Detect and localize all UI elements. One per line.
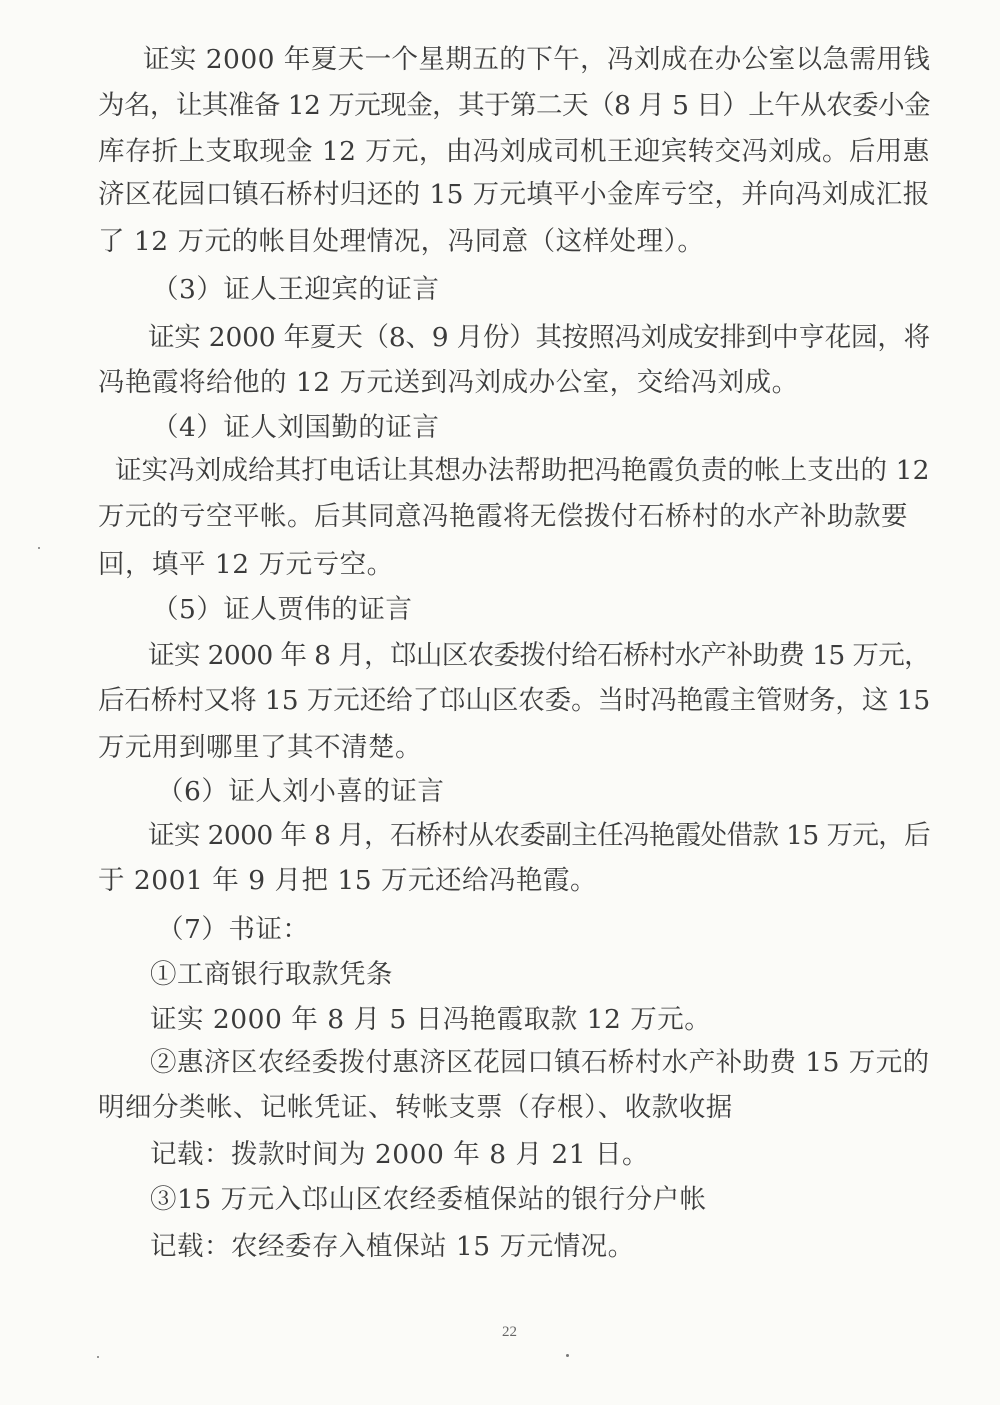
text-line: ③15 万元入邙山区农经委植保站的银行分户帐 xyxy=(150,1184,707,1215)
text-line: 证实 2000 年夏天（8、9 月份）其按照冯刘成安排到中亨花园，将 xyxy=(148,322,930,353)
text-line: 证实 2000 年 8 月 5 日冯艳霞取款 12 万元。 xyxy=(150,1004,712,1035)
text-line: ①工商银行取款凭条 xyxy=(150,959,393,990)
text-line: 记载：农经委存入植保站 15 万元情况。 xyxy=(150,1231,635,1262)
section-heading: （3）证人王迎宾的证言 xyxy=(152,274,440,305)
text-line: 为名，让其准备 12 万元现金，其于第二天（8 月 5 日）上午从农委小金 xyxy=(98,90,931,121)
section-heading: （4）证人刘国勤的证言 xyxy=(152,412,440,443)
text-line: 证实 2000 年 8 月，邙山区农委拨付给石桥村水产补助费 15 万元， xyxy=(148,640,931,671)
text-line: 明细分类帐、记帐凭证、转帐支票（存根）、收款收据 xyxy=(98,1092,733,1123)
text-line: 了 12 万元的帐目处理情况，冯同意（这样处理）。 xyxy=(98,226,705,257)
text-line: 证实 2000 年 8 月，石桥村从农委副主任冯艳霞处借款 15 万元，后 xyxy=(148,820,931,851)
text-line: 济区花园口镇石桥村归还的 15 万元填平小金库亏空，并向冯刘成汇报 xyxy=(98,179,930,210)
text-line: 万元的亏空平帐。后其同意冯艳霞将无偿拨付石桥村的水产补助款要 xyxy=(98,501,908,532)
text-line: 记载：拨款时间为 2000 年 8 月 21 日。 xyxy=(150,1139,650,1170)
scan-speck xyxy=(38,547,40,549)
scan-speck xyxy=(97,1356,99,1358)
text-line: 回，填平 12 万元亏空。 xyxy=(98,549,394,580)
scan-speck xyxy=(566,1354,569,1357)
text-line: 冯艳霞将给他的 12 万元送到冯刘成办公室，交给冯刘成。 xyxy=(98,367,799,398)
text-line: 万元用到哪里了其不清楚。 xyxy=(98,732,422,763)
text-line: 于 2001 年 9 月把 15 万元还给冯艳霞。 xyxy=(98,865,598,896)
section-heading: （7）书证： xyxy=(157,914,310,945)
text-line: 后石桥村又将 15 万元还给了邙山区农委。当时冯艳霞主管财务，这 15 xyxy=(98,685,931,716)
section-heading: （5）证人贾伟的证言 xyxy=(152,594,413,625)
text-line: 证实 2000 年夏天一个星期五的下午，冯刘成在办公室以急需用钱 xyxy=(143,44,931,75)
text-line: ②惠济区农经委拨付惠济区花园口镇石桥村水产补助费 15 万元的 xyxy=(150,1047,930,1078)
text-line: 库存折上支取现金 12 万元，由冯刘成司机王迎宾转交冯刘成。后用惠 xyxy=(98,136,930,167)
section-heading: （6）证人刘小喜的证言 xyxy=(157,776,445,807)
text-line: 证实冯刘成给其打电话让其想办法帮助把冯艳霞负责的帐上支出的 12 xyxy=(115,455,930,486)
page-number: 22 xyxy=(502,1324,517,1340)
